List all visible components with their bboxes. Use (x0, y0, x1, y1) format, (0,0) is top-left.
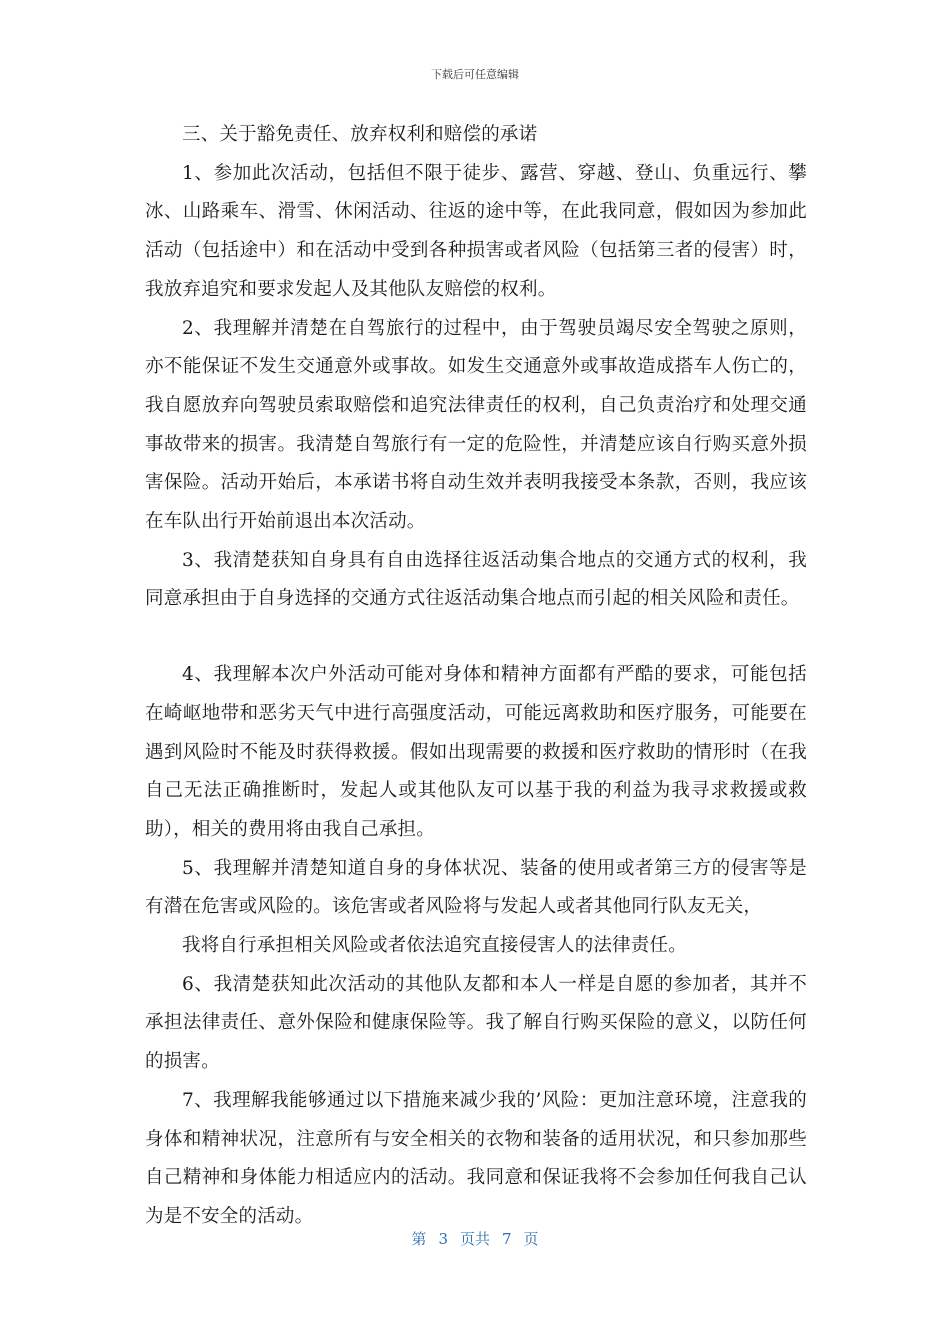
paragraph-2: 2、我理解并清楚在自驾旅行的过程中，由于驾驶员竭尽安全驾驶之原则，亦不能保证不发生交通意外或事故。如发生交通意外或事故造成搭车人伤亡的，我自愿放弃向驾驶员索取赔偿和追究法律责任的权利，自己负责治疗和处理交通事故带来的损害。我清楚自驾旅行有一定的危险性，并清楚应该自行购买意外损害保险。活动开始后，本承诺书将自动生效并表明我接受本条款，否则，我应该在车队出行开始前退出本次活动。 (145, 317, 807, 533)
footer-prefix: 第 (411, 1230, 427, 1248)
paragraph-7: 7、我理解我能够通过以下措施来减少我的’风险：更加注意环境，注意我的身体和精神状况，注意所有与安全相关的衣物和装备的适用状况，和只参加那些自己精神和身体能力相适应内的活动。我同意和保证我将不会参加任何我自己认为是不安全的活动。 (145, 1089, 807, 1227)
footer-middle: 页共 (459, 1230, 490, 1248)
document-body (145, 116, 807, 1237)
paragraph-1: 1、参加此次活动，包括但不限于徒步、露营、穿越、登山、负重远行、攀冰、山路乘车、滑雪、休闲活动、往返的途中等，在此我同意，假如因为参加此活动（包括途中）和在活动中受到各种损害或者风险（包括第三者的侵害）时，我放弃追究和要求发起人及其他队友赔偿的权利。 (145, 162, 807, 300)
footer-current-page: 3 (438, 1230, 448, 1248)
footer-total-pages: 7 (502, 1230, 512, 1248)
page-header: 下载后可任意编辑 (431, 68, 519, 81)
paragraph-6: 6、我清楚获知此次活动的其他队友都和本人一样是自愿的参加者，其并不承担法律责任、意外保险和健康保险等。我了解自行购买保险的意义，以防任何的损害。 (145, 973, 807, 1073)
paragraph-5-continued: 我将自行承担相关风险或者依法追究直接侵害人的法律责任。 (182, 935, 687, 957)
page-footer (0, 1228, 950, 1249)
paragraph-3: 3、我清楚获知自身具有自由选择往返活动集合地点的交通方式的权利，我同意承担由于自身选择的交通方式往返活动集合地点而引起的相关风险和责任。 (145, 549, 807, 610)
paragraph-4: 4、我理解本次户外活动可能对身体和精神方面都有严酷的要求，可能包括在崎岖地带和恶劣天气中进行高强度活动，可能远离救助和医疗服务，可能要在遇到风险时不能及时获得救援。假如出现需要的救援和医疗救助的情形时（在我自己无法正确推断时，发起人或其他队友可以基于我的利益为我寻求救援或救助），相关的费用将由我自己承担。 (145, 664, 807, 840)
footer-suffix: 页 (523, 1230, 539, 1248)
paragraph-5: 5、我理解并清楚知道自身的身体状况、装备的使用或者第三方的侵害等是有潜在危害或风险的。该危害或者风险将与发起人或者其他同行队友无关， (145, 857, 807, 918)
section-title: 三、关于豁免责任、放弃权利和赔偿的承诺 (182, 124, 538, 145)
